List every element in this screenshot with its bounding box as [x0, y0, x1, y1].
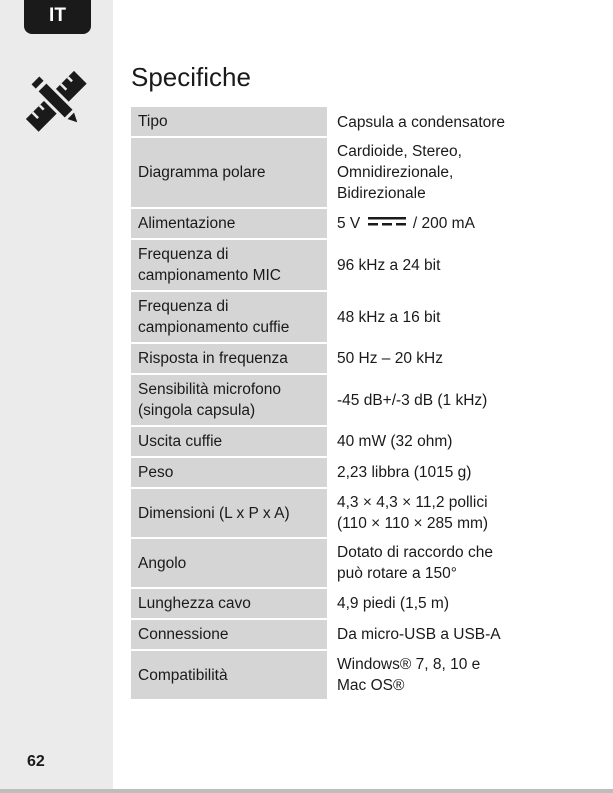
spec-row: [131, 137, 531, 208]
bottom-divider: [0, 789, 613, 793]
page-title: Specifiche: [131, 62, 251, 92]
spec-row: [131, 588, 531, 619]
spec-label: Diagramma polare: [131, 137, 327, 208]
spec-value: Cardioide, Stereo, Omnidirezionale, Bidirezionale: [337, 143, 462, 202]
spec-value: 4,3 × 4,3 × 11,2 pollici (110 × 110 × 285 mm): [337, 494, 489, 532]
page-number: 62: [27, 753, 45, 770]
spec-label: Angolo: [131, 538, 327, 588]
spec-row: [131, 107, 531, 137]
spec-label: Risposta in frequenza: [131, 343, 327, 374]
spec-label: Connessione: [131, 619, 327, 650]
spec-value: 40 mW (32 ohm): [337, 433, 453, 450]
pencil-ruler-icon: [21, 67, 93, 137]
spec-row: [131, 619, 531, 650]
spec-value: Dotato di raccordo che può rotare a 150°: [337, 544, 493, 582]
spec-value-after: / 200 mA: [412, 215, 475, 232]
spec-value: 4,9 piedi (1,5 m): [337, 595, 449, 612]
spec-row: [131, 538, 531, 588]
spec-row: [131, 374, 531, 426]
spec-value: Capsula a condensatore: [337, 113, 506, 131]
spec-value: Windows® 7, 8, 10 e Mac OS®: [337, 656, 481, 694]
spec-row: [131, 457, 531, 488]
spec-row: [131, 239, 531, 291]
spec-row: [131, 291, 531, 343]
spec-label: Sensibilità microfono (singola capsula): [131, 374, 327, 426]
spec-row: [131, 343, 531, 374]
spec-row: [131, 488, 531, 538]
spec-value: 48 kHz a 16 bit: [337, 308, 441, 326]
spec-value: 96 kHz a 24 bit: [337, 256, 441, 274]
spec-table: [131, 107, 531, 701]
spec-table-body: [131, 107, 531, 700]
spec-row: [131, 650, 531, 700]
spec-value: [327, 208, 531, 239]
spec-label: Peso: [131, 457, 327, 488]
spec-value: 2,23 libbra (1015 g): [337, 464, 472, 481]
spec-value: Da micro-USB a USB-A: [337, 626, 501, 643]
spec-label: Alimentazione: [131, 208, 327, 239]
spec-label: Compatibilità: [131, 650, 327, 700]
spec-label: Uscita cuffie: [131, 426, 327, 457]
spec-label: Lunghezza cavo: [131, 588, 327, 619]
spec-value-before: 5 V: [337, 215, 361, 232]
dc-voltage-symbol-icon: [367, 215, 407, 229]
spec-label: Frequenza di campionamento cuffie: [131, 291, 327, 343]
spec-value: 50 Hz – 20 kHz: [337, 350, 443, 367]
spec-label: Tipo: [131, 107, 327, 137]
spec-value: -45 dB+/-3 dB (1 kHz): [337, 391, 488, 409]
spec-row: [131, 208, 531, 239]
spec-row: [131, 426, 531, 457]
spec-label: Frequenza di campionamento MIC: [131, 239, 327, 291]
language-tab: IT: [24, 0, 91, 34]
spec-label: Dimensioni (L x P x A): [131, 488, 327, 538]
sidebar: [0, 0, 113, 793]
